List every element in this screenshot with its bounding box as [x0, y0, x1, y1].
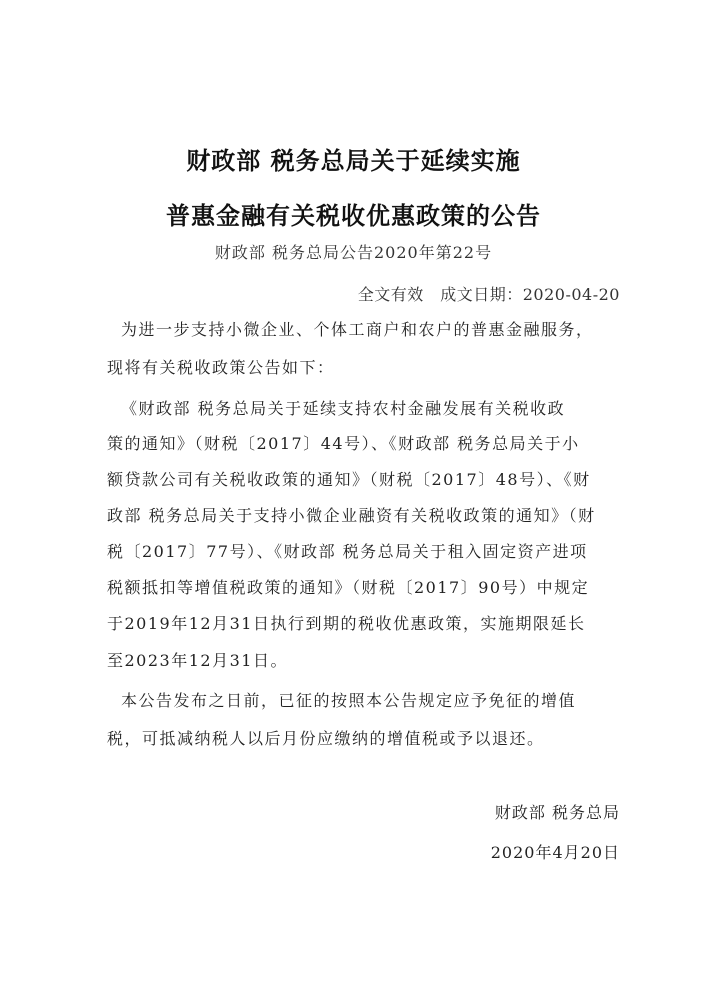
- body-line: 税额抵扣等增值税政策的通知》（财税〔2017〕90号）中规定: [107, 578, 590, 597]
- body-line: 现将有关税收政策公告如下：: [107, 358, 335, 377]
- document-title-line-1: 财政部 税务总局关于延续实施: [186, 147, 521, 175]
- document-title-line-2: 普惠金融有关税收优惠政策的公告: [166, 202, 541, 230]
- body-line: 于2019年12月31日执行到期的税收优惠政策，实施期限延长: [107, 614, 586, 633]
- signature-organization: 财政部 税务总局: [494, 803, 620, 822]
- body-line: 《财政部 税务总局关于延续支持农村金融发展有关税收政: [121, 399, 566, 418]
- body-line: 政部 税务总局关于支持小微企业融资有关税收政策的通知》（财: [107, 506, 596, 525]
- body-line: 税〔2017〕77号）、《财政部 税务总局关于租入固定资产进项: [107, 542, 588, 561]
- body-line: 为进一步支持小微企业、个体工商户和农户的普惠金融服务，: [121, 320, 594, 339]
- body-line: 本公告发布之日前，已征的按照本公告规定应予免征的增值: [121, 691, 577, 710]
- document-number: 财政部 税务总局公告2020年第22号: [214, 243, 493, 262]
- body-line: 额贷款公司有关税收政策的通知》（财税〔2017〕48号）、《财: [107, 470, 591, 489]
- body-line: 税，可抵减纳税人以后月份应缴纳的增值税或予以退还。: [107, 729, 545, 748]
- body-line: 策的通知》（财税〔2017〕44号）、《财政部 税务总局关于小: [107, 434, 580, 453]
- document-meta: 全文有效 成文日期：2020-04-20: [357, 285, 620, 304]
- signature-date: 2020年4月20日: [490, 843, 620, 862]
- body-line: 至2023年12月31日。: [107, 651, 288, 670]
